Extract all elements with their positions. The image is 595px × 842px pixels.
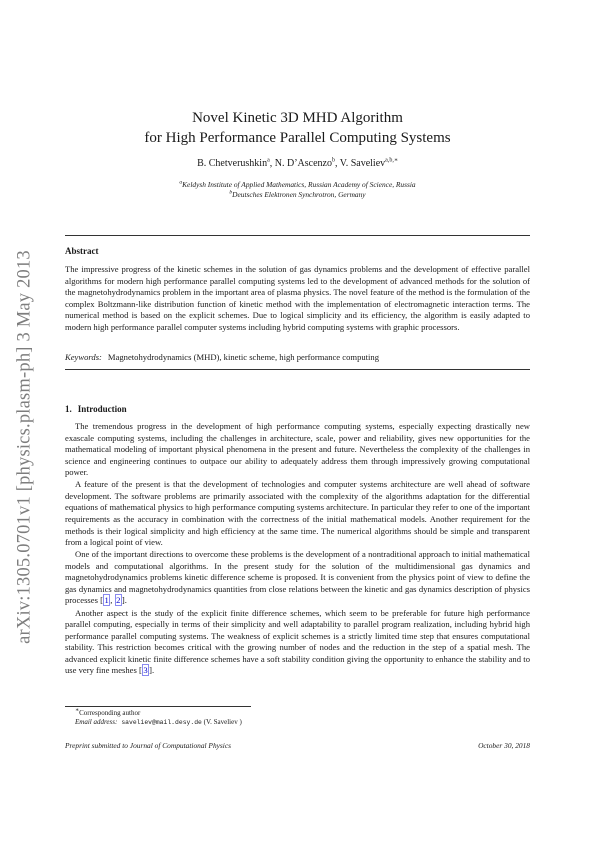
citation-link[interactable]: 3 [143, 665, 148, 676]
preprint-date: October 30, 2018 [478, 741, 530, 750]
affiliation: $^b$Deutsches Elektronen Synchrotron, Germany [229, 189, 366, 199]
footnote-email: Email address: saveliev@mail.desy.de (V. Saveliev ) [75, 718, 242, 726]
keywords [65, 352, 530, 362]
section-body [65, 421, 530, 677]
paragraph: Another aspect is the study of the explicit finite difference schemes, which seem to be preferable for future high performance parallel computing, especially in terms of their simplicity and well adaptability to parallel program realization, including hybrid high performance parallel computing systems. The weakness of explicit schemes is a strictly limited time step that ensures computational stability. This restriction becomes critical with the growing number of nodes and the reduction in the step of a spatial mesh. The advanced explicit kinetic finite difference schemes have a soft stability condition giving the opportunity to enhance the stability and to use very fine meshes [ 3 ]. [65, 607, 530, 676]
keywords-list: Magnetohydrodynamics (MHD), kinetic scheme, high performance computing [107, 352, 380, 362]
abstract-text: The impressive progress of the kinetic schemes in the solution of gas dynamics problems and the development of effective parallel algorithms for modern high performance parallel computing systems led to the development of advanced methods for the solution of the magnetohydrodynamics problem in the important area of plasma physics. The novel feature of the method is the formulation of the complex Boltzmann-like distribution function of kinetic method with the implementation of electromagnetic interaction terms. The numerical method is based on the explicit schemes. Due to logical simplicity and its efficiency, the algorithm is easily adapted to modern high performance parallel computer systems including hybrid computing systems with graphic processors. [65, 264, 530, 332]
author-list [60, 158, 535, 170]
arxiv-id[interactable]: arXiv:1305.0701v1 [physics.plasm-ph] 3 May 2013 [14, 250, 35, 644]
keywords-label: Keywords: [65, 352, 102, 362]
citation-link[interactable]: 1 [104, 595, 109, 606]
citation-link[interactable]: 2 [116, 595, 121, 606]
paragraph: The tremendous progress in the development of high performance computing systems, especially expecting drastically new exascale computing systems, including the challenges in architecture, scale, power and reliability, gives new opportunities for the mathematical modeling of important physical phenomena in the present and future. Nevertheless the complexity of the challenges in science and engineering continues to outpace our ability to adequately address them through impressively growing computational power. [65, 421, 530, 478]
author: V. Saveliev$^{a,b,∗}$ [339, 157, 398, 169]
paragraph: A feature of the present is that the development of technologies and computer systems architecture are well ahead of software development. The software problems are primarily associated with the complexity of the algorithms adaptation for the differential equations of mathematical physics to high performance computing systems architecture. In particular they refer to one of the important requirements as the accuracy in combination with the correctness of the initial mathematical models. Another requirement for the methods is their logical simplicity and high efficiency at the same time. The numerical algorithms should be simple and transparent from a logical point of view. [65, 479, 530, 548]
footnote [65, 709, 530, 727]
abstract-heading: Abstract [65, 246, 99, 256]
title-line-1: Novel Kinetic 3D MHD Algorithm [192, 110, 403, 126]
section-number: 1. [65, 404, 72, 414]
email-address[interactable]: saveliev@mail.desy.de [121, 719, 202, 726]
paper-title [60, 108, 535, 148]
arxiv-sidebar [4, 232, 46, 662]
preprint-note: Preprint submitted to Journal of Computational Physics [65, 741, 232, 750]
footnote-rule [65, 706, 251, 707]
section-title: Introduction [77, 404, 127, 414]
section-heading [65, 404, 127, 414]
affiliation: $^a$Keldysh Institute of Applied Mathematics, Russian Academy of Science, Russia [179, 179, 416, 189]
author: N. D’Ascenzo$^b$, [274, 157, 340, 169]
author: B. Chetverushkin$^a$, [197, 157, 275, 169]
abstract-bottom-rule [65, 369, 530, 370]
title-line-2: for High Performance Parallel Computing Systems [144, 130, 451, 146]
paragraph: One of the important directions to overcome these problems is the development of a nontraditional approach to initial mathematical models and computational algorithms. In the present study for the solution of the multidimensional gas dynamics and magnetohydrodynamics problems kinetic difference scheme is proposed. It is convenient from the physics point of view to define the gas dynamics and magnetohydrodynamics quantities from close relations between the kinetic and gas dynamics description of physics processes [ 1 , 2 ]. [65, 549, 530, 606]
footnote-corresponding: ∗Corresponding author [75, 707, 141, 717]
abstract-top-rule [65, 235, 530, 236]
affiliations [60, 180, 535, 199]
